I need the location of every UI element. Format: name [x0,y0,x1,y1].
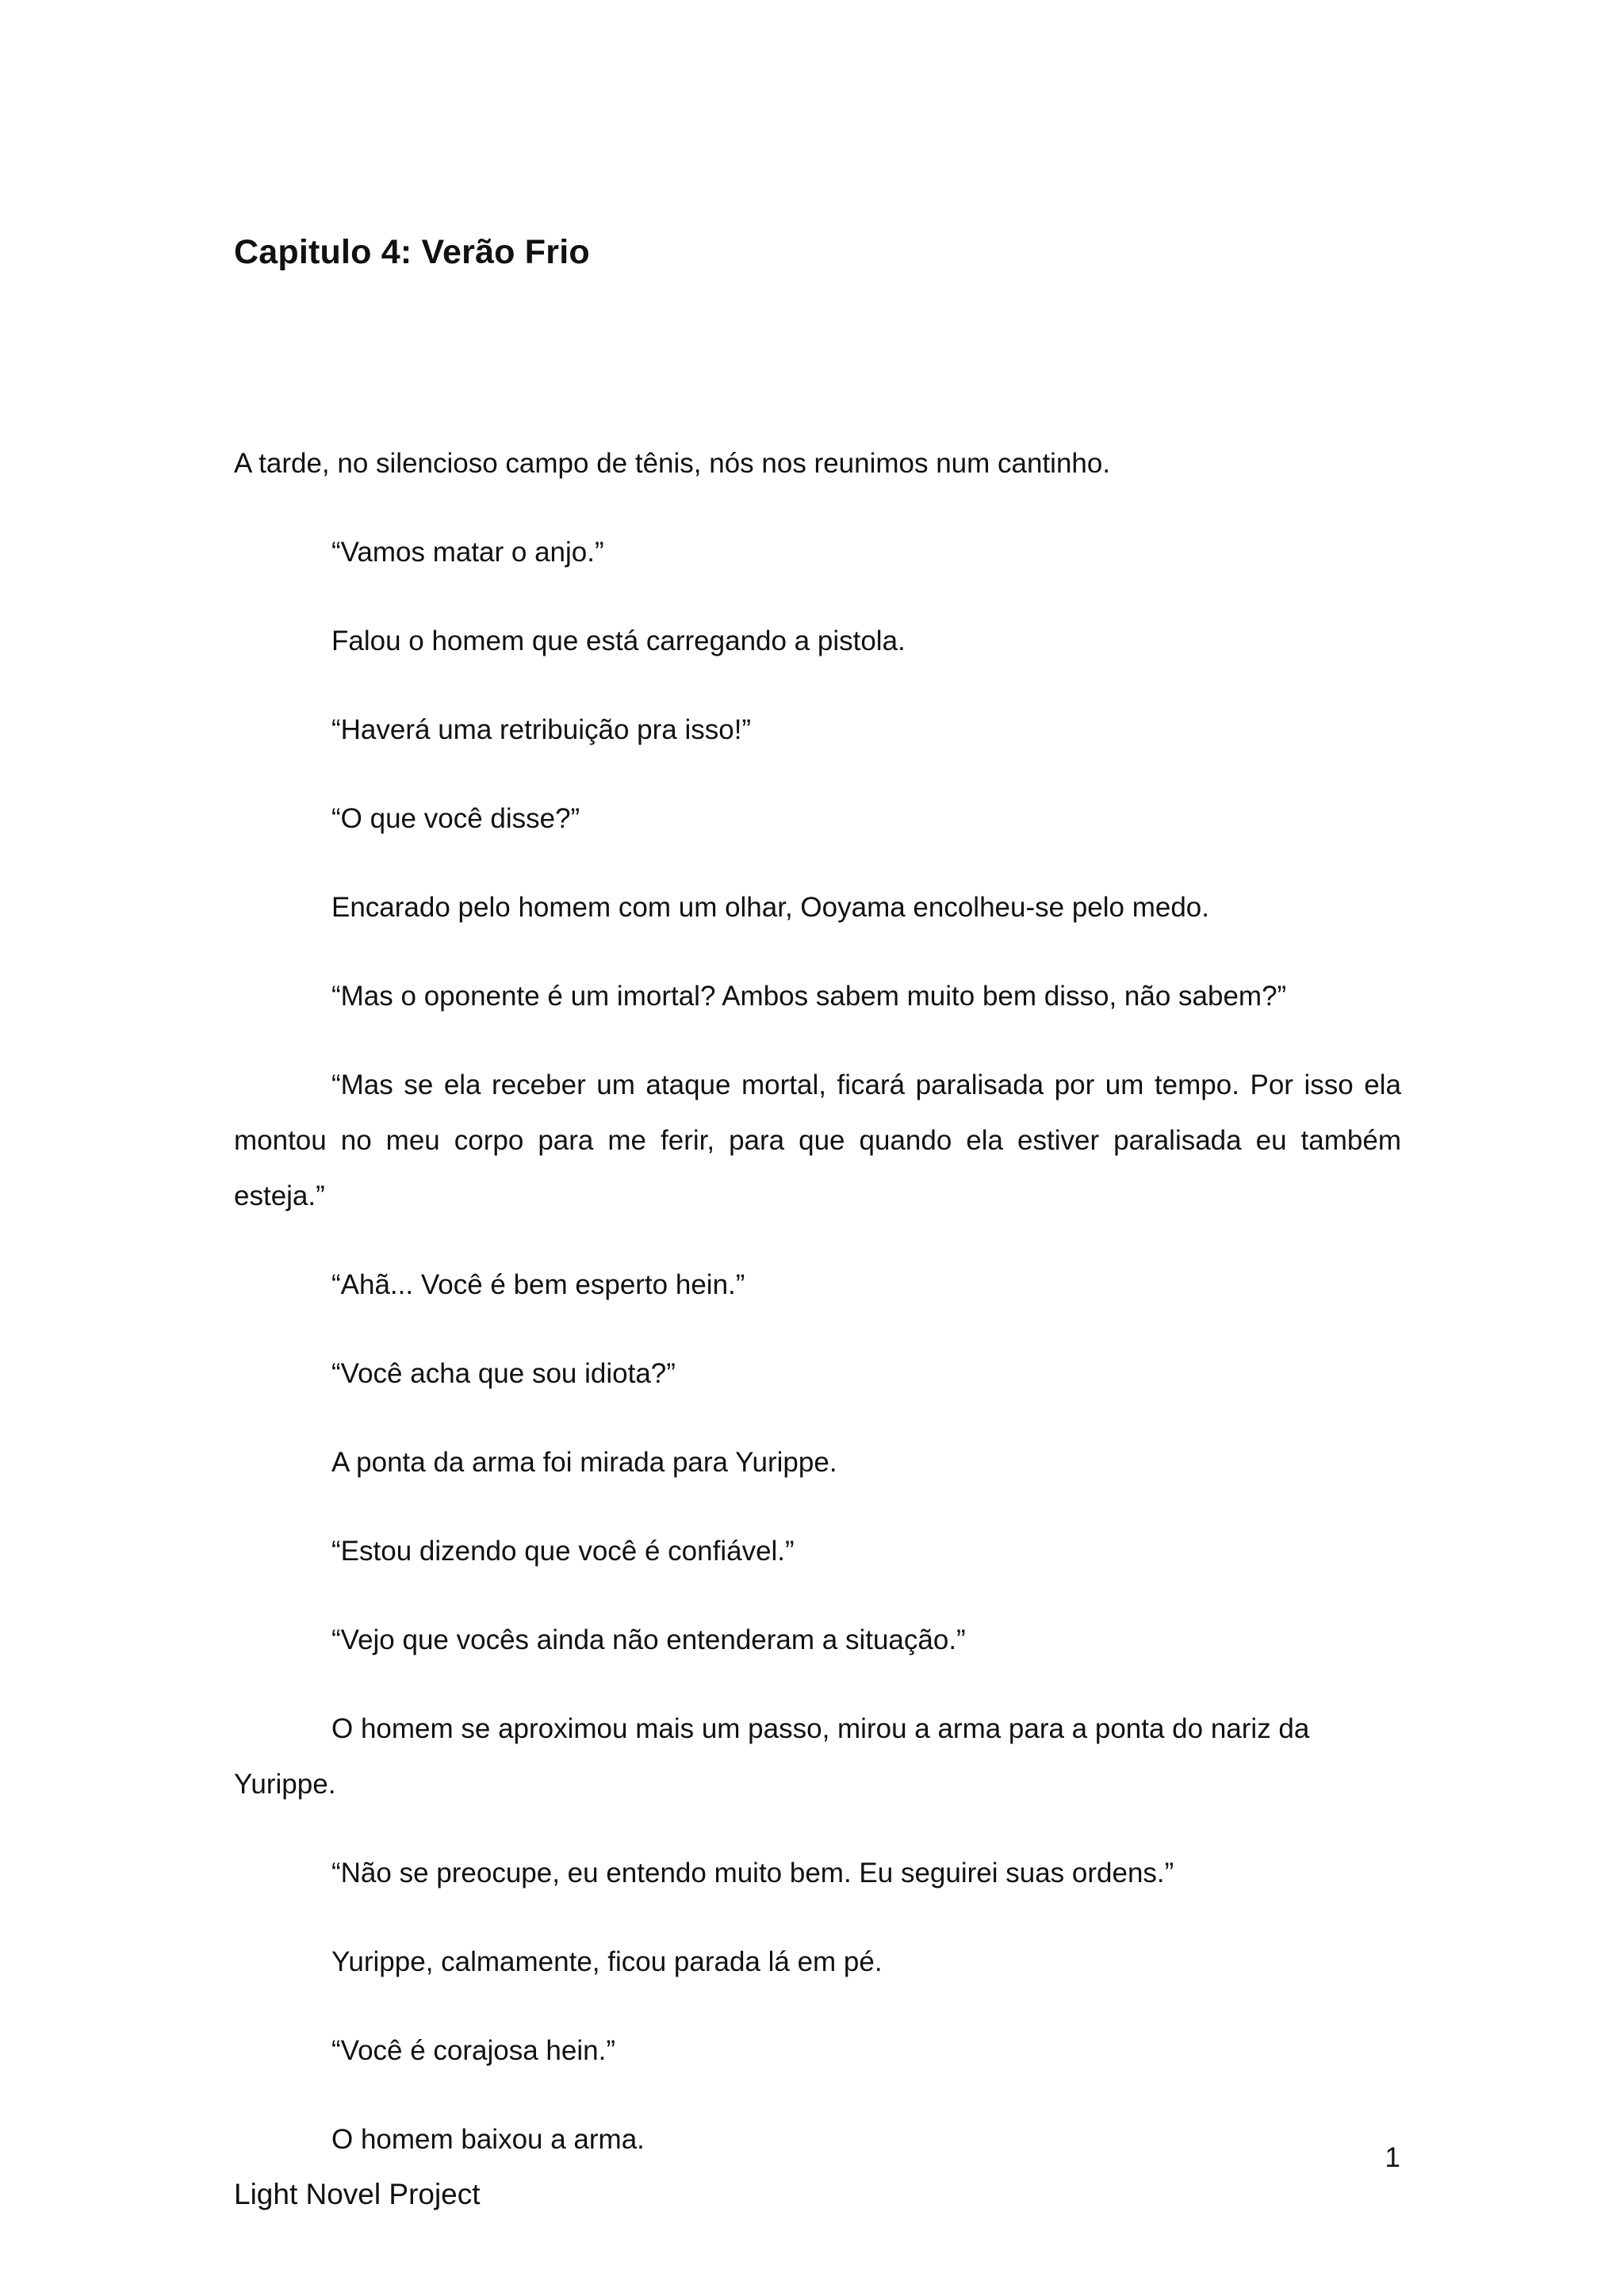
paragraph: Falou o homem que está carregando a pistola. [331,626,906,656]
paragraph: A tarde, no silencioso campo de tênis, nós nos reunimos num cantinho. [234,448,1111,479]
paragraph: “Mas se ela receber um ataque mortal, ficará paralisada por um tempo. Por isso ela montou no meu corpo para me ferir, para que quando ela estiver paralisada eu também esteja.” [234,1070,1401,1211]
paragraph: Encarado pelo homem com um olhar, Ooyama encolheu-se pelo medo. [331,892,1209,923]
page-number: 1 [1385,2142,1400,2173]
paragraph: “O que você disse?” [331,803,580,834]
paragraph: “Estou dizendo que você é confiável.” [331,1536,795,1567]
paragraph: A ponta da arma foi mirada para Yurippe. [331,1447,837,1478]
paragraph: “Você acha que sou idiota?” [331,1358,676,1389]
paragraph: “Não se preocupe, eu entendo muito bem. Eu seguirei suas ordens.” [331,1858,1174,1888]
chapter-title: Capitulo 4: Verão Frio [234,233,590,271]
paragraph: O homem se aproximou mais um passo, mirou a arma para a ponta do nariz da Yurippe. [234,1713,1310,1800]
paragraph: Yurippe, calmamente, ficou parada lá em pé. [331,1946,883,1977]
paragraph: “Ahã... Você é bem esperto hein.” [331,1269,745,1300]
paragraph: “Você é corajosa hein.” [331,2035,615,2066]
paragraph: “Vejo que vocês ainda não entenderam a situação.” [331,1624,966,1655]
paragraph: “Haverá uma retribuição pra isso!” [331,714,752,745]
page-footer: Light Novel Project [234,2178,481,2210]
paragraph: “Vamos matar o anjo.” [331,537,604,568]
paragraph: O homem baixou a arma. [331,2124,645,2155]
paragraph: “Mas o oponente é um imortal? Ambos sabem muito bem disso, não sabem?” [331,981,1287,1012]
body-text [234,436,1401,2201]
